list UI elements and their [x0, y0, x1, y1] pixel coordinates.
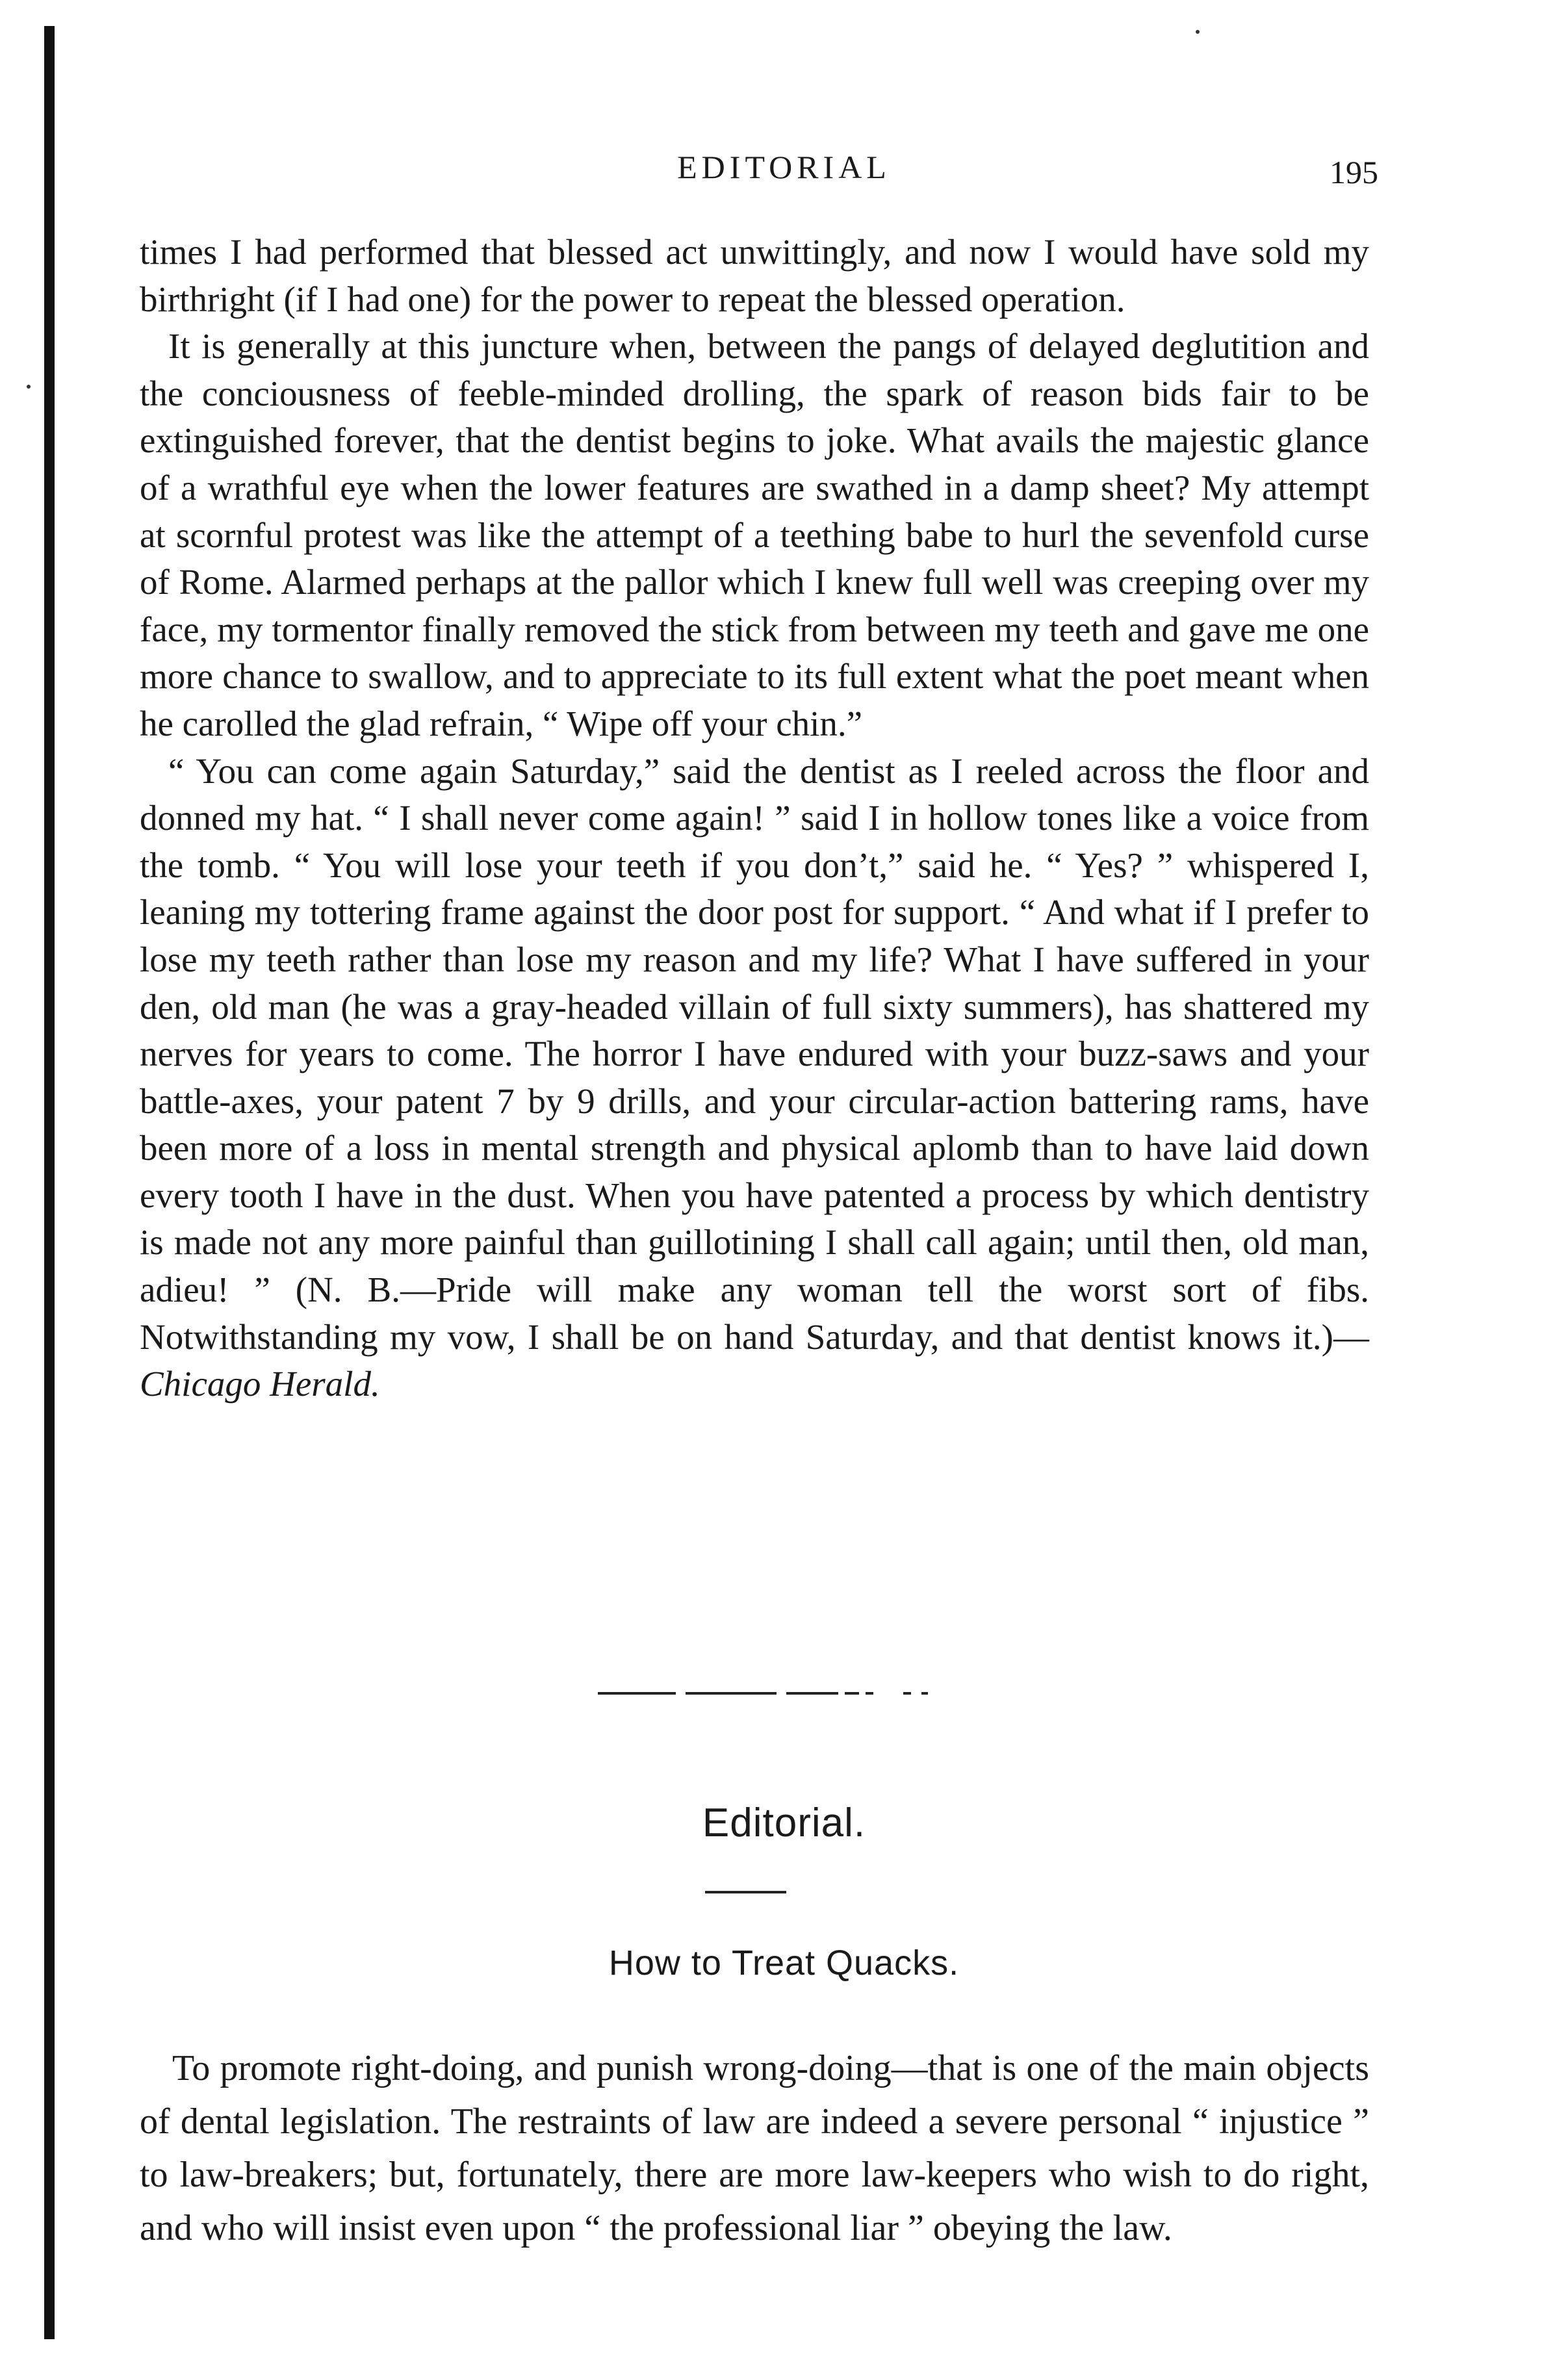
- separator-dash: [786, 1692, 838, 1695]
- section-separator: [598, 1692, 936, 1695]
- running-title: EDITORIAL: [677, 149, 891, 185]
- continued-article: [140, 229, 1369, 1408]
- page-speck: [27, 385, 31, 389]
- separator-dash: [866, 1692, 873, 1695]
- paragraph: It is generally at this juncture when, between the pangs of delayed deglutition and the conciousness of feeble-minded drolling, the spark of reason bids fair to be extinguished forever, that the dentist begins to joke. What avails the majestic glance of a wrathful eye when the lower features are swathed in a damp sheet? My attempt at scornful protest was like the attempt of a teething babe to hurl the sevenfold curse of Rome. Alarmed perhaps at the pallor which I knew full well was creeping over my face, my tormentor finally removed the stick from between my teeth and gave me one more chance to swallow, and to appreciate to its full extent what the poet meant when he carolled the glad refrain, “ Wipe off your chin.”: [140, 326, 1369, 743]
- paragraph: To promote right-doing, and punish wrong-doing—that is one of the main objects of dental legislation. The restraints of law are indeed a severe personal “ injustice ” to law-breakers; but, fortunately, there are more law-keepers who wish to do right, and who will insist even upon “ the professional liar ” obeying the law.: [140, 2048, 1369, 2248]
- paragraph-text: “ You can come again Saturday,” said the dentist as I reeled across the floor and donned my hat. “ I shall never come again! ” said I in hollow tones like a voice from the tomb. “ You will lose your teeth if you don’t,” said he. “ Yes? ” whispered I, leaning my tottering frame against the door post for support. “ And what if I prefer to lose my teeth rather than lose my reason and my life? What I have suffered in your den, old man (he was a gray-headed villain of full sixty summers), has shattered my nerves for years to come. The horror I have endured with your buzz-saws and your battle-axes, your patent 7 by 9 drills, and your circular-action battering rams, have been more of a loss in mental strength and physical aplomb than to have laid down every tooth I have in the dust. When you have patented a process by which dentistry is made not any more painful than guillotining I shall call again; until then, old man, adieu! ” (N. B.—Pride will make any woman tell the worst sort of fibs. Notwithstanding my vow, I shall be on hand Saturday, and that dentist knows it.)—: [140, 750, 1369, 1357]
- separator-dash: [845, 1692, 859, 1695]
- title-rule: [705, 1891, 786, 1893]
- separator-dash: [686, 1692, 777, 1695]
- article-title: How to Treat Quacks.: [608, 1943, 960, 1982]
- editorial-article: [140, 2042, 1369, 2255]
- paragraph: times I had performed that blessed act unwittingly, and now I would have sold my birthright (if I had one) for the power to repeat the blessed operation.: [140, 232, 1369, 319]
- page-number: 195: [1330, 154, 1378, 190]
- separator-dash: [598, 1692, 676, 1695]
- paragraph: [140, 748, 1369, 1408]
- section-title: Editorial.: [702, 1801, 866, 1845]
- page-speck: [1196, 30, 1200, 34]
- separator-dash: [903, 1692, 911, 1695]
- source-citation: Chicago Herald.: [140, 1364, 380, 1404]
- separator-dash: [921, 1692, 928, 1695]
- page-edge-bar: [44, 26, 55, 2339]
